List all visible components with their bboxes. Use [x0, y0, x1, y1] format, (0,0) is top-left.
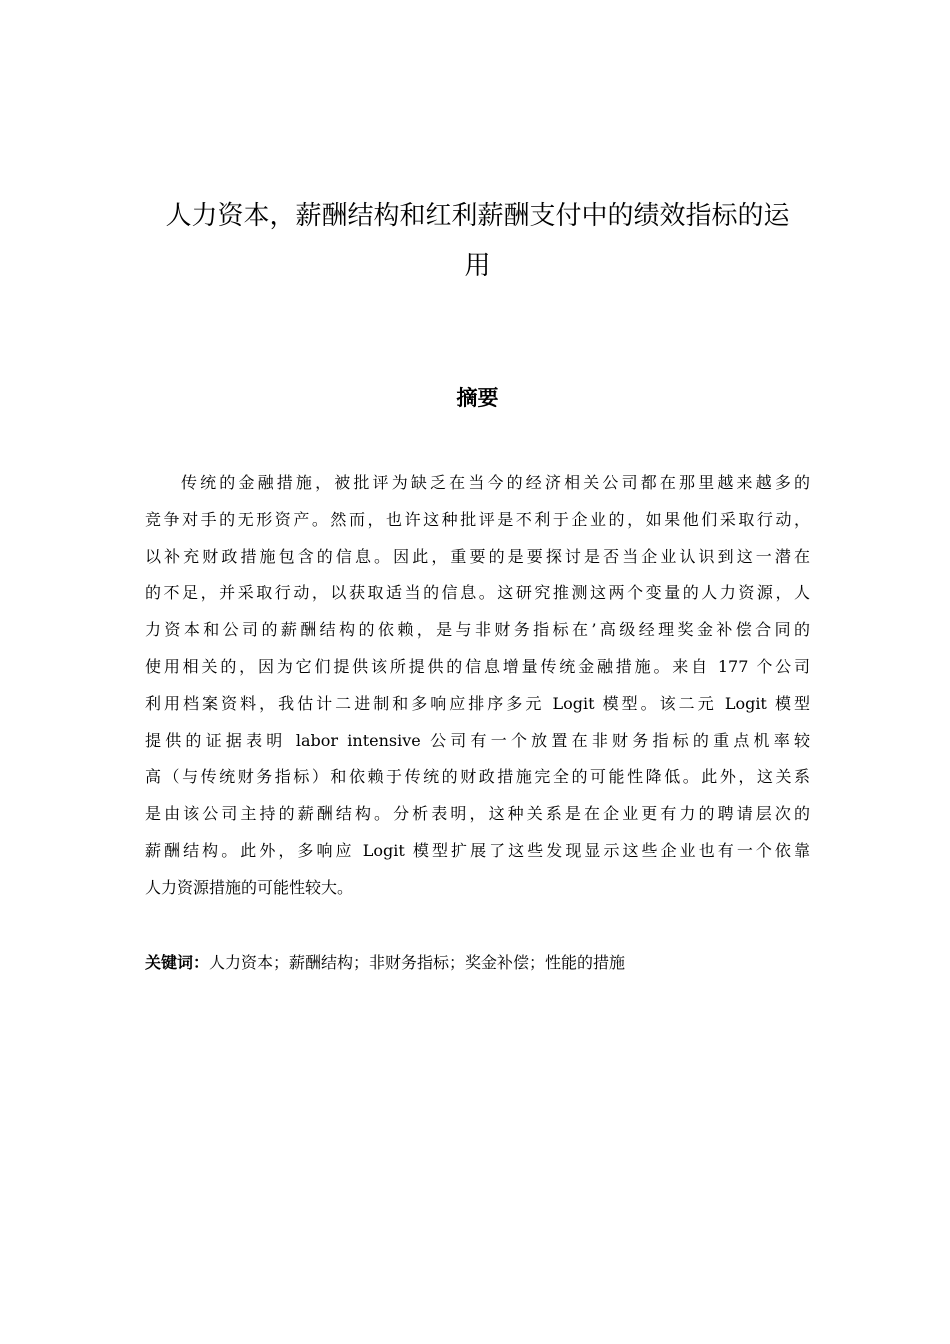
abstract-body — [145, 465, 810, 907]
abstract-line: 力资本和公司的薪酬结构的依赖，是与非财务指标在’高级经理奖金补偿合同的 — [145, 620, 810, 640]
keywords-label: 关键词： — [145, 953, 210, 972]
title-line: 人力资本，薪酬结构和红利薪酬支付中的绩效指标的运 — [165, 201, 790, 231]
keywords-line — [145, 948, 810, 978]
abstract-line: 使用相关的，因为它们提供该所提供的信息增量传统金融措施。来自 177 个公司 — [145, 656, 810, 676]
abstract-line: 人力资源措施的可能性较大。 — [145, 877, 354, 897]
abstract-line: 的不足，并采取行动，以获取适当的信息。这研究推测这两个变量的人力资源，人 — [145, 583, 810, 603]
abstract-line: 传统的金融措施，被批评为缺乏在当今的经济相关公司都在那里越来越多的 — [181, 473, 810, 492]
document-title — [145, 192, 810, 290]
abstract-line: 竞争对手的无形资产。然而，也许这种批评是不利于企业的，如果他们采取行动， — [145, 509, 810, 529]
keywords-text: 人力资本；薪酬结构；非财务指标；奖金补偿；性能的措施 — [209, 953, 626, 972]
abstract-heading: 摘要 — [456, 386, 499, 410]
abstract-line: 利用档案资料，我估计二进制和多响应排序多元 Logit 模型。该二元 Logit 模型 — [145, 693, 810, 713]
abstract-line: 高（与传统财务指标）和依赖于传统的财政措施完全的可能性降低。此外，这关系 — [145, 767, 810, 787]
abstract-line: 薪酬结构。此外，多响应 Logit 模型扩展了这些发现显示这些企业也有一个依靠 — [145, 840, 810, 860]
abstract-line: 以补充财政措施包含的信息。因此，重要的是要探讨是否当企业认识到这一潜在 — [145, 546, 810, 566]
abstract-line: 提供的证据表明 labor intensive 公司有一个放置在非财务指标的重点机率较 — [145, 730, 810, 750]
abstract-line: 是由该公司主持的薪酬结构。分析表明，这种关系是在企业更有力的聘请层次的 — [145, 804, 810, 824]
title-line: 用 — [464, 251, 491, 281]
